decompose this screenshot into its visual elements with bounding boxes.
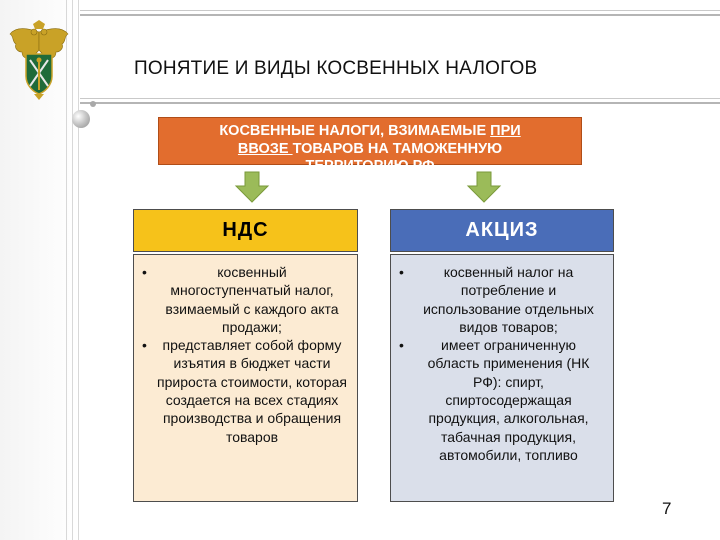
top-box-text: КОСВЕННЫЕ НАЛОГИ, ВЗИМАЕМЫЕ (219, 123, 491, 139)
header-rule (80, 98, 720, 99)
list-item (399, 336, 603, 464)
header-rule (80, 10, 720, 11)
vat-bullet-list (142, 263, 347, 446)
top-box-underlined-text: ПРИ (490, 123, 521, 139)
vat-header: НДС (133, 209, 358, 252)
rail-line (78, 0, 79, 540)
bullet-icon: • (142, 337, 147, 354)
top-box-line-3 (159, 158, 581, 176)
excise-header: АКЦИЗ (390, 209, 614, 252)
list-item-text: представляет собой форму изъятия в бюджет части прироста стоимости, которая создается на всех стадиях производства и обращения товаров (157, 337, 347, 445)
top-box-text: ТЕРРИТОРИЮ РФ (305, 158, 435, 174)
list-item-text: косвенный налог на потребление и использование отдельных видов товаров; (423, 264, 594, 335)
header-rule (80, 14, 720, 16)
slide-title: ПОНЯТИЕ И ВИДЫ КОСВЕННЫХ НАЛОГОВ (134, 58, 538, 79)
customs-emblem-icon (6, 20, 72, 100)
list-item (399, 263, 603, 336)
top-box-underlined-text: ВВОЗЕ (237, 140, 293, 157)
page-number: 7 (662, 499, 672, 518)
list-item (142, 263, 347, 336)
top-box-line-2 (159, 141, 581, 159)
bullet-icon: • (399, 264, 404, 280)
decor-dot (90, 101, 96, 107)
rail-line (72, 0, 73, 540)
left-rail (0, 0, 80, 540)
down-arrow-icon (467, 171, 501, 203)
list-item-text: косвенный многоступенчатый налог, взимаемый с каждого акта продажи; (165, 264, 339, 335)
top-category-box (158, 117, 582, 174)
bullet-icon: • (399, 337, 404, 354)
top-box-text: ТОВАРОВ НА ТАМОЖЕННУЮ (292, 140, 503, 157)
decor-bullet-circle (72, 110, 90, 128)
excise-bullet-list (399, 263, 603, 464)
list-item-text: имеет ограниченную область применения (НК РФ): спирт, спиртосодержащая продукция, алкогольная, табачная продукция, автомобили, топливо (427, 337, 590, 463)
down-arrow-icon (235, 171, 269, 203)
header-rule (80, 102, 720, 104)
top-box-line-1 (159, 123, 581, 141)
excise-description-box (390, 254, 614, 502)
bullet-icon: • (142, 264, 147, 280)
list-item (142, 336, 347, 446)
vat-description-box (133, 254, 358, 502)
